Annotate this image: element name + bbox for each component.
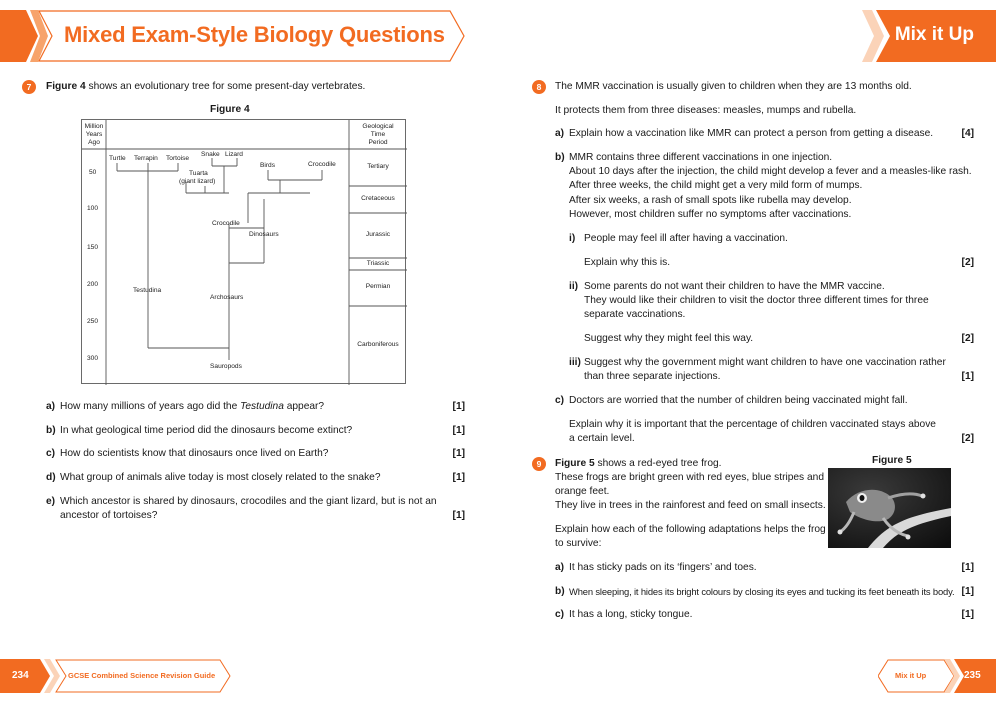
mark: [1]: [452, 401, 465, 412]
mark: [2]: [961, 257, 974, 268]
q8bi-text: People may feel ill after having a vaccination.: [584, 233, 788, 244]
label-giant-lizard: (giant lizard): [179, 178, 216, 185]
q8c-ask-line1: Explain why it is important that the percentage of children vaccinated stays above: [569, 419, 936, 430]
tree-frog-image: [828, 468, 951, 548]
period-label: Permian: [365, 283, 391, 290]
q8a-letter: a): [555, 128, 565, 139]
evolutionary-tree-figure: [81, 119, 406, 384]
q7d-text: What group of animals alive today is most closely related to the snake?: [60, 472, 381, 483]
q9c-text: It has a long, sticky tongue.: [569, 609, 693, 620]
axis-tick-label: 100: [87, 205, 99, 212]
period-label: Cretaceous: [361, 195, 395, 202]
q9-explain-line1: Explain how each of the following adaptations helps the frog: [555, 524, 826, 535]
q7e-text-line2: ancestor of tortoises?: [60, 510, 158, 521]
mark: [1]: [961, 586, 974, 597]
geological-period-header-line: Period: [368, 139, 388, 146]
label-testudina: Testudina: [133, 287, 162, 294]
q8c-ask-line2: a certain level.: [569, 433, 635, 444]
q7a-letter: a): [46, 401, 56, 412]
q9a-text: It has sticky pads on its ‘fingers’ and toes.: [569, 562, 757, 573]
axis-tick-label: 250: [87, 318, 99, 325]
q8b-letter: b): [555, 152, 565, 163]
q8bi-ask: Explain why this is.: [584, 257, 671, 268]
q7e-text-line1: Which ancestor is shared by dinosaurs, crocodiles and the giant lizard, but is not an: [60, 496, 437, 507]
q9-line: They live in trees in the rainforest and feed on small insects.: [555, 500, 826, 511]
section-tab-label: Mix it Up: [894, 24, 974, 45]
q8b-line: After six weeks, a rash of small spots like rubella may develop.: [569, 195, 852, 206]
axis-tick-label: 150: [87, 244, 99, 251]
mark: [1]: [961, 609, 974, 620]
q8c-text: Doctors are worried that the number of children being vaccinated might fall.: [569, 395, 908, 406]
label-sauropods: Sauropods: [210, 363, 242, 370]
label-lizard: Lizard: [225, 151, 243, 158]
label-tuarta: Tuarta: [189, 170, 208, 177]
label-terrapin: Terrapin: [134, 155, 158, 162]
million-years-header-line: Million: [84, 123, 104, 130]
q9-line: These frogs are bright green with red eyes, blue stripes and: [555, 472, 824, 483]
q9-line: orange feet.: [555, 486, 610, 497]
q8c-letter: c): [555, 395, 565, 406]
question-number-7: 7: [22, 80, 36, 94]
q8biii-line: Suggest why the government might want children to have one vaccination rather: [584, 357, 946, 368]
mark: [1]: [452, 510, 465, 521]
q8bii-ask: Suggest why they might feel this way.: [584, 333, 754, 344]
q9c-letter: c): [555, 609, 565, 620]
period-label: Carboniferous: [357, 341, 399, 348]
page-title: Mixed Exam-Style Biology Questions: [64, 22, 445, 47]
mark: [1]: [452, 472, 465, 483]
q7d-letter: d): [46, 472, 56, 483]
page-number-left: 234: [12, 670, 29, 681]
mark: [2]: [961, 333, 974, 344]
q9-intro-text: shows a red-eyed tree frog.: [594, 458, 722, 469]
page-number-right: 235: [964, 670, 981, 681]
q9-figure-ref: Figure 5: [555, 458, 595, 469]
label-dinosaurs: Dinosaurs: [249, 231, 279, 238]
label-turtle: Turtle: [109, 155, 126, 162]
geological-period-header: [349, 123, 407, 147]
q8bii-line: Some parents do not want their children to have the MMR vaccine.: [584, 281, 885, 292]
q7a-text-em: Testudina: [240, 401, 284, 412]
million-years-header: [82, 123, 106, 147]
period-label: Jurassic: [365, 231, 391, 238]
q9-explain-line2: to survive:: [555, 538, 602, 549]
q7-figure-ref: Figure 4: [46, 81, 86, 92]
q7-intro: [46, 81, 365, 92]
question-number-9: 9: [532, 457, 546, 471]
q7a-text-pre: How many millions of years ago did the: [60, 401, 241, 412]
q8-line2: It protects them from three diseases: measles, mumps and rubella.: [555, 105, 857, 116]
mark: [1]: [452, 448, 465, 459]
period-label: Triassic: [366, 260, 390, 267]
q8b-line: However, most children suffer no symptoms after vaccinations.: [569, 209, 852, 220]
tree-frog-photo: [828, 468, 951, 548]
axis-tick-label: 300: [87, 355, 99, 362]
q7c-text: How do scientists know that dinosaurs once lived on Earth?: [60, 448, 329, 459]
label-crocodile-mid: Crocodile: [212, 220, 240, 227]
q8biii-num: iii): [569, 357, 581, 368]
question-number-8: 8: [532, 80, 546, 94]
mark: [4]: [961, 128, 974, 139]
axis-tick-label: 50: [89, 169, 97, 176]
q8bii-line: separate vaccinations.: [584, 309, 686, 320]
label-crocodile-top: Crocodile: [308, 161, 336, 168]
figure-4-caption: Figure 4: [210, 104, 250, 115]
q9a-letter: a): [555, 562, 565, 573]
geological-period-header-line: Time: [370, 131, 386, 138]
mark: [1]: [452, 425, 465, 436]
q7c-letter: c): [46, 448, 56, 459]
q7e-letter: e): [46, 496, 56, 507]
q7a-text: [60, 401, 324, 412]
q8biii-line: than three separate injections.: [584, 371, 721, 382]
mark: [1]: [961, 562, 974, 573]
axis-tick-label: 200: [87, 281, 99, 288]
figure-5-caption: Figure 5: [872, 455, 912, 466]
label-tortoise: Tortoise: [166, 155, 190, 162]
mark: [1]: [961, 371, 974, 382]
q8a-text: Explain how a vaccination like MMR can protect a person from getting a disease.: [569, 128, 934, 139]
q8b-line: About 10 days after the injection, the child might develop a fever and a measles-like rash.: [569, 166, 972, 177]
q7-intro-text: shows an evolutionary tree for some present-day vertebrates.: [85, 81, 366, 92]
label-archosaurs: Archosaurs: [210, 294, 244, 301]
q9b-text: When sleeping, it hides its bright colours by closing its eyes and tucking its feet beneath its body.: [569, 586, 955, 597]
million-years-header-line: Ago: [88, 139, 100, 146]
q8bii-line: They would like their children to visit the doctor three different times for three: [584, 295, 929, 306]
q8b-line: After three weeks, the child might get a very mild form of mumps.: [569, 180, 863, 191]
q9b-letter: b): [555, 586, 565, 597]
q8-line1: The MMR vaccination is usually given to children when they are 13 months old.: [555, 81, 912, 92]
geological-period-header-line: Geological: [362, 123, 394, 130]
q8bi-num: i): [569, 233, 576, 244]
q7b-letter: b): [46, 425, 56, 436]
period-label: Tertiary: [367, 163, 389, 170]
footer-book-title: GCSE Combined Science Revision Guide: [68, 671, 216, 680]
q9-intro: [555, 458, 721, 469]
q7b-text: In what geological time period did the dinosaurs become extinct?: [60, 425, 353, 436]
q8bii-num: ii): [569, 281, 579, 292]
q8b-line: MMR contains three different vaccinations in one injection.: [569, 152, 833, 163]
label-birds: Birds: [260, 162, 276, 169]
mark: [2]: [961, 433, 974, 444]
footer-section-label: Mix it Up: [895, 671, 927, 680]
million-years-header-line: Years: [85, 131, 103, 138]
q7a-text-post: appear?: [283, 401, 325, 412]
label-snake: Snake: [201, 151, 220, 158]
